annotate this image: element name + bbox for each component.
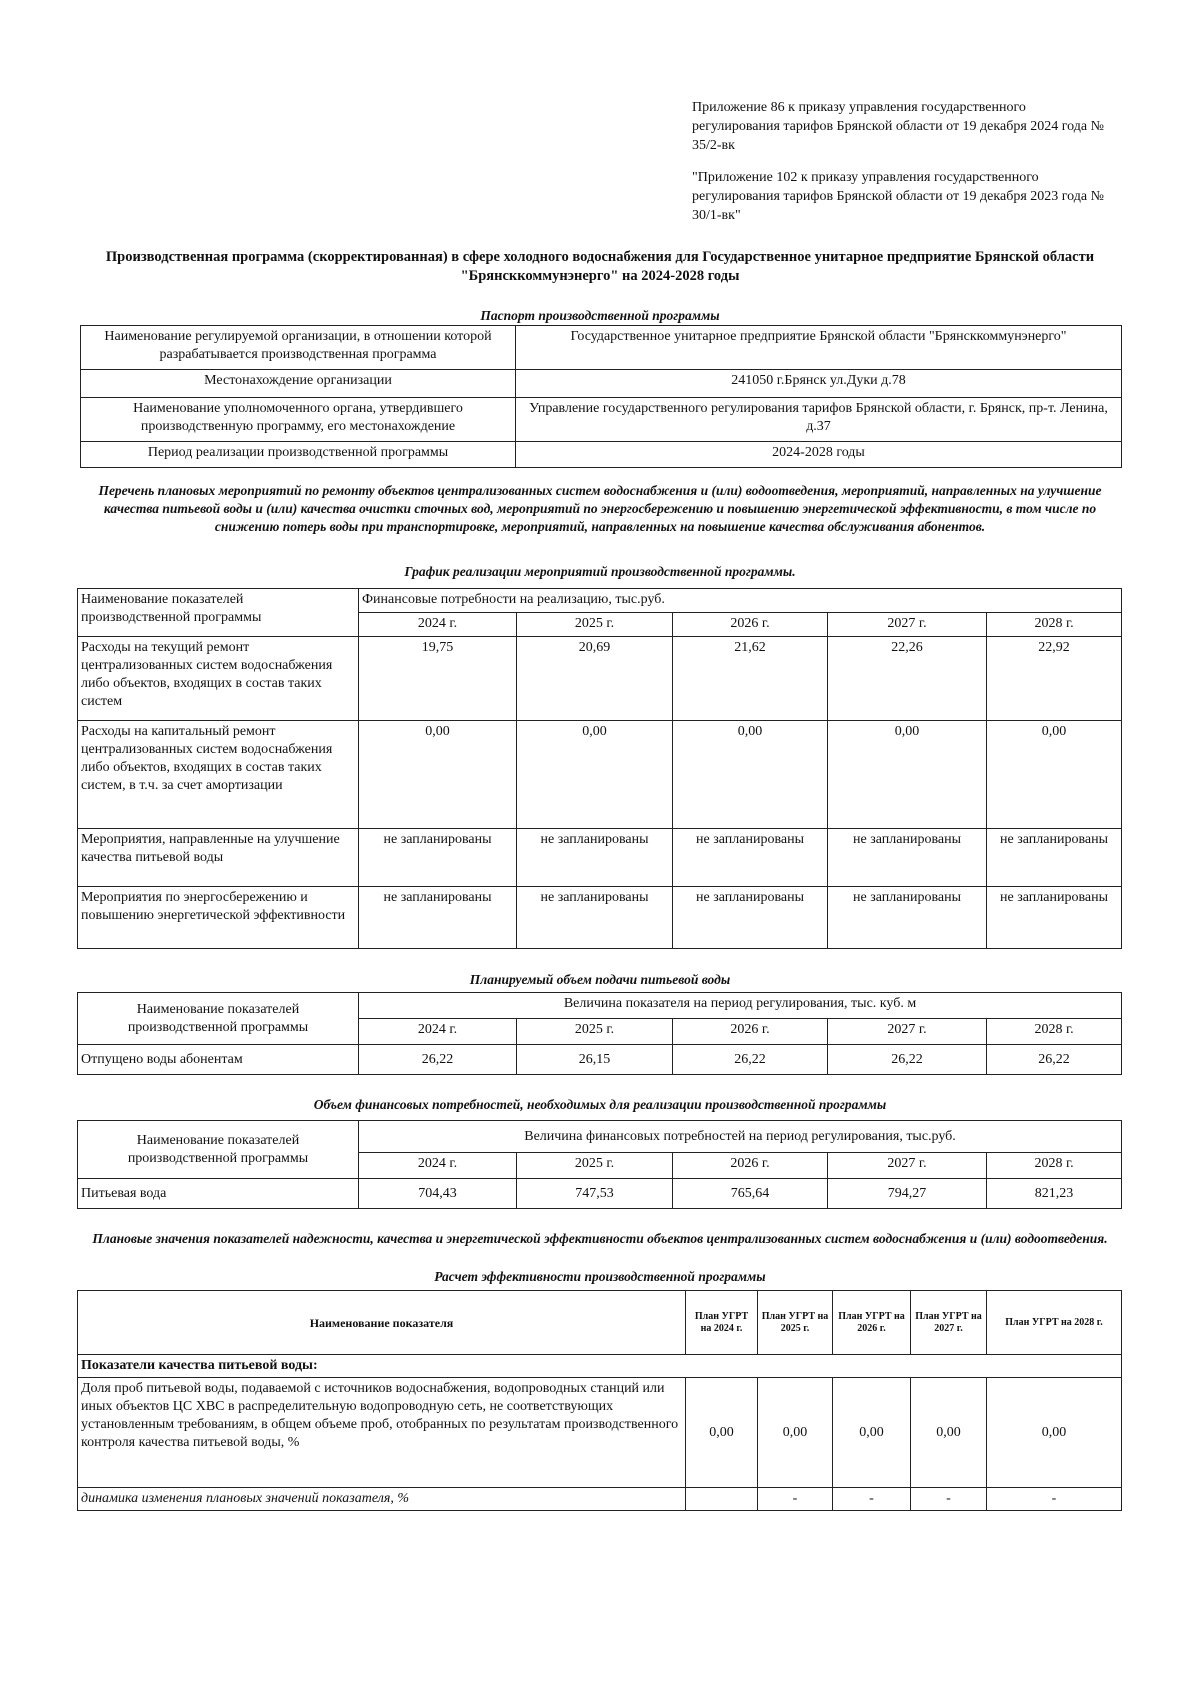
value-cell: 20,69: [517, 637, 673, 721]
table-row: [78, 721, 1122, 829]
table-row: [78, 637, 1122, 721]
value-cell: 26,22: [828, 1045, 987, 1075]
year-header: 2028 г.: [987, 1019, 1122, 1045]
value-cell: 821,23: [987, 1179, 1122, 1209]
passport-label: Наименование регулируемой организации, в отношении которой разрабатывается производственная программа: [81, 326, 516, 370]
value-cell: -: [987, 1488, 1122, 1511]
year-header: 2026 г.: [673, 1019, 828, 1045]
value-cell: 21,62: [673, 637, 828, 721]
table-row: [78, 1488, 1122, 1511]
passport-row: [81, 370, 1122, 398]
year-header: 2027 г.: [828, 1153, 987, 1179]
value-cell: не запланированы: [828, 829, 987, 887]
year-header: 2028 г.: [987, 613, 1122, 637]
year-header: 2024 г.: [359, 613, 517, 637]
table-row: [78, 1179, 1122, 1209]
row-label: Питьевая вода: [78, 1179, 359, 1209]
value-cell: -: [758, 1488, 833, 1511]
finance-table: [77, 1120, 1122, 1209]
value-cell: 0,00: [987, 1378, 1122, 1488]
value-cell: 0,00: [833, 1378, 911, 1488]
passport-table: [80, 325, 1122, 468]
measures-subheading: График реализации мероприятий производственной программы.: [404, 564, 796, 579]
passport-value: 241050 г.Брянск ул.Дуки д.78: [516, 370, 1122, 398]
value-cell: -: [833, 1488, 911, 1511]
plan-header: План УГРТ на 2028 г.: [987, 1291, 1122, 1355]
plan-header: План УГРТ на 2025 г.: [758, 1291, 833, 1355]
reliability-table: [77, 1290, 1122, 1511]
measures-group-header: Финансовые потребности на реализацию, тыс.руб.: [359, 589, 1122, 613]
passport-label: Наименование уполномоченного органа, утвердившего производственную программу, его местонахождение: [81, 398, 516, 442]
year-header: 2024 г.: [359, 1153, 517, 1179]
value-cell: не запланированы: [987, 829, 1122, 887]
plan-header: План УГРТ на 2026 г.: [833, 1291, 911, 1355]
value-cell: 26,22: [359, 1045, 517, 1075]
value-cell: не запланированы: [828, 887, 987, 949]
measures-col-header: Наименование показателей производственной программы: [78, 589, 359, 637]
finance-col-header: Наименование показателей производственной программы: [78, 1121, 359, 1179]
value-cell: 19,75: [359, 637, 517, 721]
table-row: [78, 829, 1122, 887]
reliability-col-header: Наименование показателя: [78, 1291, 686, 1355]
value-cell: не запланированы: [517, 829, 673, 887]
value-cell: 26,22: [673, 1045, 828, 1075]
value-cell: 0,00: [828, 721, 987, 829]
value-cell: 26,22: [987, 1045, 1122, 1075]
value-cell: 0,00: [911, 1378, 987, 1488]
passport-label: Период реализации производственной программы: [81, 442, 516, 468]
plan-header: План УГРТ на 2027 г.: [911, 1291, 987, 1355]
passport-row: [81, 398, 1122, 442]
passport-value: 2024-2028 годы: [516, 442, 1122, 468]
plan-header: План УГРТ на 2024 г.: [686, 1291, 758, 1355]
value-cell: не запланированы: [359, 829, 517, 887]
year-header: 2027 г.: [828, 1019, 987, 1045]
passport-value: Государственное унитарное предприятие Брянской области "Брянсккоммунэнерго": [516, 326, 1122, 370]
value-cell: 0,00: [359, 721, 517, 829]
document-title: Производственная программа (скорректированная) в сфере холодного водоснабжения для Государственное унитарное предприятие Брянской области "Брянсккоммунэнерго" на 2024-2028 годы: [105, 249, 1095, 284]
table-row: [78, 887, 1122, 949]
reliability-subheading: Расчет эффективности производственной программы: [434, 1269, 766, 1284]
quality-group-label: Показатели качества питьевой воды:: [78, 1355, 1122, 1378]
row-label: Расходы на текущий ремонт централизованных систем водоснабжения либо объектов, входящих в состав таких систем: [78, 637, 359, 721]
passport-value: Управление государственного регулирования тарифов Брянской области, г. Брянск, пр-т. Ленина, д.37: [516, 398, 1122, 442]
year-header: 2026 г.: [673, 1153, 828, 1179]
value-cell: не запланированы: [517, 887, 673, 949]
table-row: [78, 1045, 1122, 1075]
year-header: 2026 г.: [673, 613, 828, 637]
value-cell: -: [911, 1488, 987, 1511]
volume-col-header: Наименование показателей производственной программы: [78, 993, 359, 1045]
value-cell: 765,64: [673, 1179, 828, 1209]
value-cell: 0,00: [987, 721, 1122, 829]
row-label: Мероприятия, направленные на улучшение качества питьевой воды: [78, 829, 359, 887]
volume-group-header: Величина показателя на период регулирования, тыс. куб. м: [359, 993, 1122, 1019]
year-header: 2025 г.: [517, 613, 673, 637]
value-cell: [686, 1488, 758, 1511]
value-cell: 0,00: [517, 721, 673, 829]
value-cell: 704,43: [359, 1179, 517, 1209]
volume-heading: Планируемый объем подачи питьевой воды: [469, 972, 731, 987]
value-cell: не запланированы: [359, 887, 517, 949]
row-label: Мероприятия по энергосбережению и повышению энергетической эффективности: [78, 887, 359, 949]
passport-heading: Паспорт производственной программы: [480, 308, 720, 323]
appendix-note-1: Приложение 86 к приказу управления государственного регулирования тарифов Брянской области от 19 декабря 2024 года № 35/2-вк: [692, 100, 1104, 153]
year-header: 2025 г.: [517, 1153, 673, 1179]
value-cell: не запланированы: [673, 887, 828, 949]
measures-table: [77, 588, 1122, 949]
year-header: 2025 г.: [517, 1019, 673, 1045]
value-cell: 794,27: [828, 1179, 987, 1209]
row-label: Доля проб питьевой воды, подаваемой с источников водоснабжения, водопроводных станций или иных объектов ЦС ХВС в распределительную водопроводную сеть, не соответствующих установленным требованиям, в общем объеме проб, отобранных по результатам производственного контроля качества питьевой воды, %: [78, 1378, 686, 1488]
value-cell: 22,26: [828, 637, 987, 721]
row-label: Расходы на капитальный ремонт централизованных систем водоснабжения либо объектов, входящих в состав таких систем, в т.ч. за счет амортизации: [78, 721, 359, 829]
measures-heading: Перечень плановых мероприятий по ремонту объектов централизованных систем водоснабжения и (или) водоотведения, мероприятий, направленных на улучшение качества питьевой воды и (или) качества очистки сточных вод, мероприятий по энергосбережению и повышению энергетической эффективности, в том числе по снижению потерь воды при транспортировке, мероприятий, направленных на повышение качества обслуживания абонентов.: [98, 483, 1102, 534]
value-cell: 0,00: [673, 721, 828, 829]
volume-table: [77, 992, 1122, 1075]
finance-group-header: Величина финансовых потребностей на период регулирования, тыс.руб.: [359, 1121, 1122, 1153]
row-label: Отпущено воды абонентам: [78, 1045, 359, 1075]
passport-row: [81, 326, 1122, 370]
value-cell: 747,53: [517, 1179, 673, 1209]
value-cell: не запланированы: [987, 887, 1122, 949]
reliability-heading: Плановые значения показателей надежности, качества и энергетической эффективности объектов централизованных систем водоснабжения и (или) водоотведения.: [92, 1231, 1108, 1246]
value-cell: 0,00: [758, 1378, 833, 1488]
finance-heading: Объем финансовых потребностей, необходимых для реализации производственной программы: [313, 1097, 887, 1112]
dynamics-label: динамика изменения плановых значений показателя, %: [78, 1488, 686, 1511]
year-header: 2027 г.: [828, 613, 987, 637]
table-row: [78, 1378, 1122, 1488]
appendix-note-2: "Приложение 102 к приказу управления государственного регулирования тарифов Брянской области от 19 декабря 2023 года № 30/1-вк": [692, 170, 1104, 223]
value-cell: не запланированы: [673, 829, 828, 887]
passport-label: Местонахождение организации: [81, 370, 516, 398]
year-header: 2024 г.: [359, 1019, 517, 1045]
year-header: 2028 г.: [987, 1153, 1122, 1179]
value-cell: 22,92: [987, 637, 1122, 721]
value-cell: 0,00: [686, 1378, 758, 1488]
value-cell: 26,15: [517, 1045, 673, 1075]
passport-row: [81, 442, 1122, 468]
